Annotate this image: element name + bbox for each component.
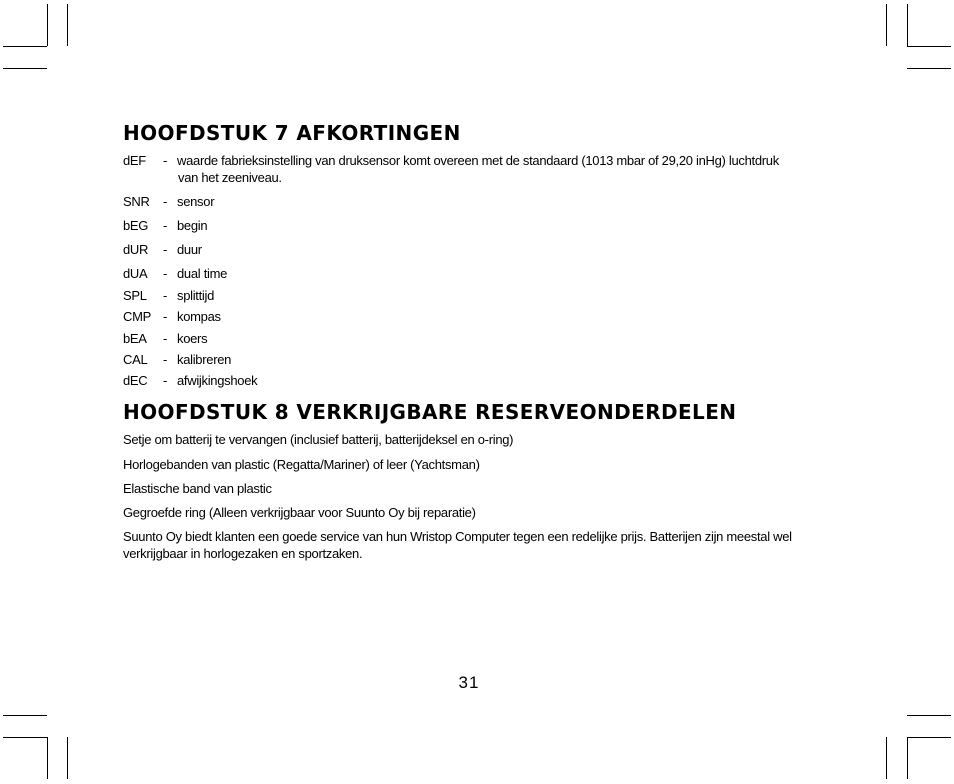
abbreviation-code: dEF — [123, 153, 146, 168]
abbreviation-dash: - — [163, 218, 168, 233]
abbreviation-code: dUR — [123, 242, 149, 257]
chapter-7-heading: HOOFDSTUK 7 AFKORTINGEN — [123, 121, 461, 145]
service-note: Suunto Oy biedt klanten een goede service van hun Wristop Computer tegen een redelijke prijs. Batterijen zijn meestal wel verkrijgbaar in horlogezaken en sportzaken. — [123, 529, 792, 561]
abbreviation-dash: - — [163, 266, 168, 281]
crop-mark — [3, 715, 47, 716]
crop-mark — [47, 737, 48, 779]
crop-mark — [886, 737, 887, 779]
crop-mark — [67, 737, 68, 779]
crop-mark — [907, 68, 951, 69]
abbreviation-dash: - — [163, 242, 168, 257]
spare-part-item: Setje om batterij te vervangen (inclusief batterij, batterijdeksel en o-ring) — [123, 432, 514, 447]
abbreviation-description: kompas — [177, 309, 221, 324]
abbreviation-code: dUA — [123, 266, 148, 281]
chapter-8-heading: HOOFDSTUK 8 VERKRIJGBARE RESERVEONDERDELEN — [123, 400, 737, 424]
abbreviation-code: dEC — [123, 373, 148, 388]
abbreviation-row — [123, 152, 833, 186]
crop-mark — [3, 737, 47, 738]
abbreviation-description: duur — [177, 242, 202, 257]
crop-mark — [907, 737, 908, 779]
crop-mark — [907, 737, 951, 738]
abbreviation-dash: - — [163, 153, 168, 168]
abbreviation-description: koers — [177, 331, 208, 346]
crop-mark — [907, 46, 951, 47]
abbreviation-code: SNR — [123, 194, 150, 209]
abbreviation-description: splittijd — [177, 288, 215, 303]
spare-part-item: Elastische band van plastic — [123, 481, 272, 496]
spare-part-item: Gegroefde ring (Alleen verkrijgbaar voor Suunto Oy bij reparatie) — [123, 505, 476, 520]
abbreviation-dash: - — [163, 194, 168, 209]
abbreviation-code: SPL — [123, 288, 147, 303]
abbreviation-dash: - — [163, 309, 168, 324]
page-number: 31 — [458, 673, 480, 692]
crop-mark — [907, 4, 908, 46]
crop-mark — [67, 4, 68, 46]
crop-mark — [3, 46, 47, 47]
abbreviation-code: CAL — [123, 352, 148, 367]
abbreviation-description: afwijkingshoek — [177, 373, 258, 388]
abbreviation-description: dual time — [177, 266, 228, 281]
abbreviation-code: bEA — [123, 331, 147, 346]
abbreviation-code: bEG — [123, 218, 149, 233]
spare-part-item: Horlogebanden van plastic (Regatta/Mariner) of leer (Yachtsman) — [123, 457, 480, 472]
crop-mark — [907, 715, 951, 716]
abbreviation-dash: - — [163, 331, 168, 346]
crop-mark — [886, 4, 887, 46]
crop-mark — [3, 68, 47, 69]
abbreviation-description: waarde fabrieksinstelling van druksensor komt overeen met de standaard (1013 mbar of 29,20 inHg) luchtdruk — [177, 153, 779, 168]
abbreviation-dash: - — [163, 288, 168, 303]
abbreviation-description-continued: van het zeeniveau. — [178, 170, 282, 185]
abbreviation-dash: - — [163, 373, 168, 388]
crop-mark — [47, 4, 48, 46]
abbreviation-dash: - — [163, 352, 168, 367]
abbreviation-description: sensor — [177, 194, 215, 209]
abbreviation-description: kalibreren — [177, 352, 232, 367]
abbreviation-code: CMP — [123, 309, 151, 324]
abbreviation-description: begin — [177, 218, 208, 233]
